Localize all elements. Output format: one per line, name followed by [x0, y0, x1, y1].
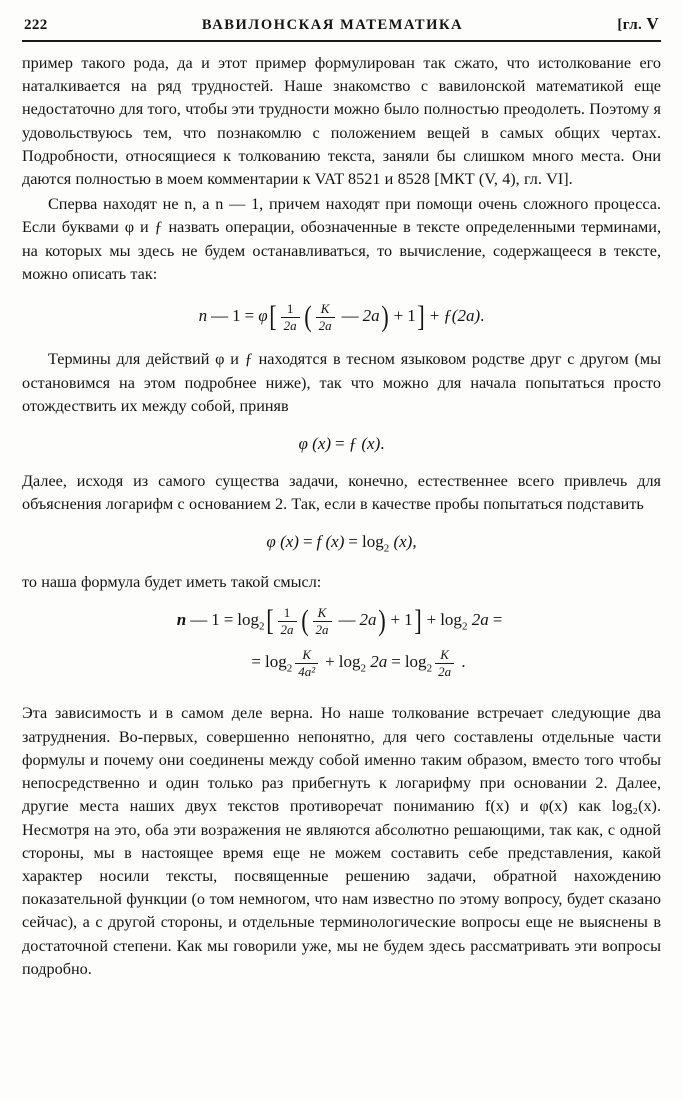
- formula-4-fraction-2-denominator: 2a: [315, 621, 329, 637]
- formula-1-plus: +: [393, 306, 404, 326]
- formula-1-fraction-1: [281, 302, 300, 332]
- formula-2-f-symbol: ƒ: [348, 433, 358, 453]
- formula-4b-base-3: 2: [426, 662, 433, 675]
- formula-4-paren-open: (: [300, 604, 309, 638]
- chapter-marker-prefix: [гл.: [617, 17, 643, 33]
- formula-2-equals: =: [335, 433, 345, 453]
- formula-4-log-2: log: [440, 609, 462, 629]
- formula-1-f-symbol: ƒ: [443, 306, 452, 326]
- formula-1: [22, 302, 661, 332]
- formula-4-fraction-2-numerator: K: [313, 606, 332, 622]
- formula-4b-log-3: log: [404, 652, 427, 672]
- formula-3-phi: φ: [266, 532, 276, 552]
- formula-3-equals-2: =: [348, 532, 358, 552]
- formula-1-minus-2: —: [341, 306, 359, 326]
- formula-3-x-1: (x): [280, 532, 299, 552]
- formula-4-two-a-2: 2a: [471, 609, 489, 629]
- formula-1-two-a: 2a: [362, 306, 380, 326]
- running-head: [22, 14, 661, 34]
- formula-4-bracket-open: [: [265, 604, 274, 638]
- formula-4-one-b: 1: [404, 609, 413, 629]
- formula-1-phi: φ: [258, 306, 268, 326]
- formula-3: [22, 532, 661, 554]
- formula-1-fraction-2: [316, 302, 335, 332]
- formula-2-x-1: (x): [312, 433, 332, 453]
- formula-1-bracket-open: [: [268, 300, 277, 334]
- formula-1-paren-close: ): [380, 300, 389, 334]
- formula-1-bracket-close: ]: [416, 300, 425, 334]
- formula-2-phi: φ: [298, 433, 308, 453]
- formula-1-fraction-2-denominator: 2a: [318, 317, 332, 333]
- formula-4-bracket-close: ]: [413, 604, 422, 638]
- paragraph-2: Сперва находят не n, а n — 1, причем находят при помощи очень сложного процесса. Если буквами φ и ƒ назвать операции, обозначенные в тексте определенными терминами, на которых мы здесь не будем останавливаться, то вычисление, содержащееся в тексте, можно описать так:: [22, 195, 661, 283]
- formula-4-equals-end: =: [492, 609, 503, 629]
- formula-4b-fraction-1: [295, 648, 318, 678]
- formula-1-paren-open: (: [303, 300, 312, 334]
- formula-4-fraction-1: [278, 606, 297, 636]
- formula-3-log: log: [361, 532, 384, 552]
- formula-4-minus: —: [190, 609, 208, 629]
- formula-4-minus-2: —: [338, 609, 356, 629]
- formula-4-line-2: [22, 648, 661, 678]
- formula-1-one: 1: [232, 306, 241, 326]
- formula-2: [22, 434, 661, 454]
- formula-4-equals: =: [223, 609, 234, 629]
- formula-4b-equals-2: =: [391, 652, 401, 672]
- formula-4-plus: +: [390, 609, 401, 629]
- formula-4-fraction-1-numerator: 1: [278, 606, 297, 622]
- formula-4-n: n: [176, 609, 187, 629]
- formula-1-argument: (2a): [451, 306, 481, 326]
- formula-4-log: log: [237, 609, 260, 629]
- formula-4b-base-2: 2: [360, 662, 366, 675]
- formula-1-fraction-2-numerator: K: [316, 302, 335, 318]
- formula-3-x-3: (x),: [393, 532, 417, 552]
- formula-1-equals: =: [244, 306, 255, 326]
- running-title: ВАВИЛОНСКАЯ МАТЕМАТИКА: [201, 17, 464, 33]
- formula-3-equals-1: =: [302, 532, 313, 552]
- formula-4-fraction-2: [313, 606, 332, 636]
- formula-1-fraction-1-numerator: 1: [281, 302, 300, 318]
- formula-4-two-a: 2a: [359, 609, 377, 629]
- formula-1-minus: —: [211, 306, 229, 326]
- formula-4b-two-a: 2a: [370, 652, 388, 672]
- formula-4-one: 1: [211, 609, 220, 629]
- formula-4b-fraction-2-numerator: K: [435, 648, 454, 664]
- paragraph-1: пример такого рода, да и этот пример формулирован так сжато, что истолкование его наталкивается на ряд трудностей. Наше знакомство с вавилонской математикой еще недостаточно для того, чтобы эти трудности можно было полностью преодолеть. Поэтому я удовольствуюсь тем, что познакомлю с положением вещей в самых общих чертах. Подробности, относящиеся к толкованию текста, заняли бы слишком много места. Они даются полностью в моем комментарии к VAT 8521 и 8528 [МКТ (V, 4), гл. VI].: [22, 54, 661, 189]
- formula-4-base-2: 2: [461, 620, 468, 633]
- formula-4b-fraction-1-denominator: 4a²: [298, 663, 316, 679]
- formula-4b-log-2: log: [338, 652, 361, 672]
- formula-1-plus-2: +: [429, 306, 440, 326]
- formula-4-fraction-1-denominator: 2a: [280, 621, 294, 637]
- formula-4b-equals: =: [251, 652, 262, 672]
- formula-4b-plus: +: [325, 652, 335, 672]
- formula-4b-base-1: 2: [286, 662, 293, 675]
- formula-4b-log-1: log: [265, 652, 287, 672]
- paragraph-5: то наша формула будет иметь такой смысл:: [22, 572, 322, 591]
- formula-3-x-2: (x): [325, 532, 345, 552]
- formula-4b-fraction-2: [435, 648, 454, 678]
- formula-4-paren-close: ): [377, 604, 386, 638]
- formula-4-plus-2: +: [426, 609, 437, 629]
- paragraph-6: Эта зависимость и в самом деле верна. Но наше толкование встречает следующие два затруднения. Во-первых, совершенно непонятно, для чего составлены отдельные части формулы и почему они соединены между собой именно таким образом, вместо того чтобы непосредственно и один только раз прибегнуть к логарифму при основании 2. Далее, другие места наших двух текстов противоречат пониманию f(x) и φ(x) как log₂(x). Несмотря на это, оба эти возражения не являются абсолютно решающими, так как, с одной стороны, мы в настоящее время еще не можем составить себе представления, какой характер носили тексты, посвященные решению задачи, обратной нахождению показательной функции (о том немногом, что нам известно по этому вопросу, будет сказано сейчас), а с другой стороны, и отдельные терминологические вопросы еще не выяснены в достаточной степени. Как мы говорили уже, мы не будем здесь рассматривать эти вопросы подробно.: [22, 704, 661, 978]
- formula-3-base: 2: [383, 542, 390, 555]
- paragraph-3: Термины для действий φ и ƒ находятся в тесном языковом родстве друг с другом (мы остановимся на этом подробнее ниже), так что можно для начала попытаться просто отождествить их между собой, приняв: [22, 350, 661, 415]
- formula-4b-period: .: [461, 652, 466, 672]
- paragraph-4: Далее, исходя из самого существа задачи, конечно, естественнее всего привлечь для объяснения логарифм с основанием 2. Так, если в качестве пробы попытаться подставить: [22, 471, 661, 514]
- formula-4-base: 2: [259, 620, 265, 633]
- formula-2-x-2: (x): [361, 433, 381, 453]
- formula-2-period: .: [380, 433, 385, 453]
- formula-1-period: .: [480, 306, 485, 326]
- formula-1-fraction-1-denominator: 2a: [283, 317, 297, 333]
- formula-3-f-symbol: f: [316, 532, 322, 552]
- formula-1-one-b: 1: [407, 306, 416, 326]
- chapter-marker: [617, 14, 659, 34]
- chapter-marker-numeral: V: [646, 14, 659, 33]
- page-folio: 222: [24, 17, 48, 33]
- formula-4-line-1: [22, 606, 661, 636]
- header-rule: [22, 40, 661, 42]
- formula-4b-fraction-2-denominator: 2a: [438, 663, 452, 679]
- formula-4b-fraction-1-numerator: K: [295, 648, 318, 664]
- formula-1-n: n: [198, 306, 208, 326]
